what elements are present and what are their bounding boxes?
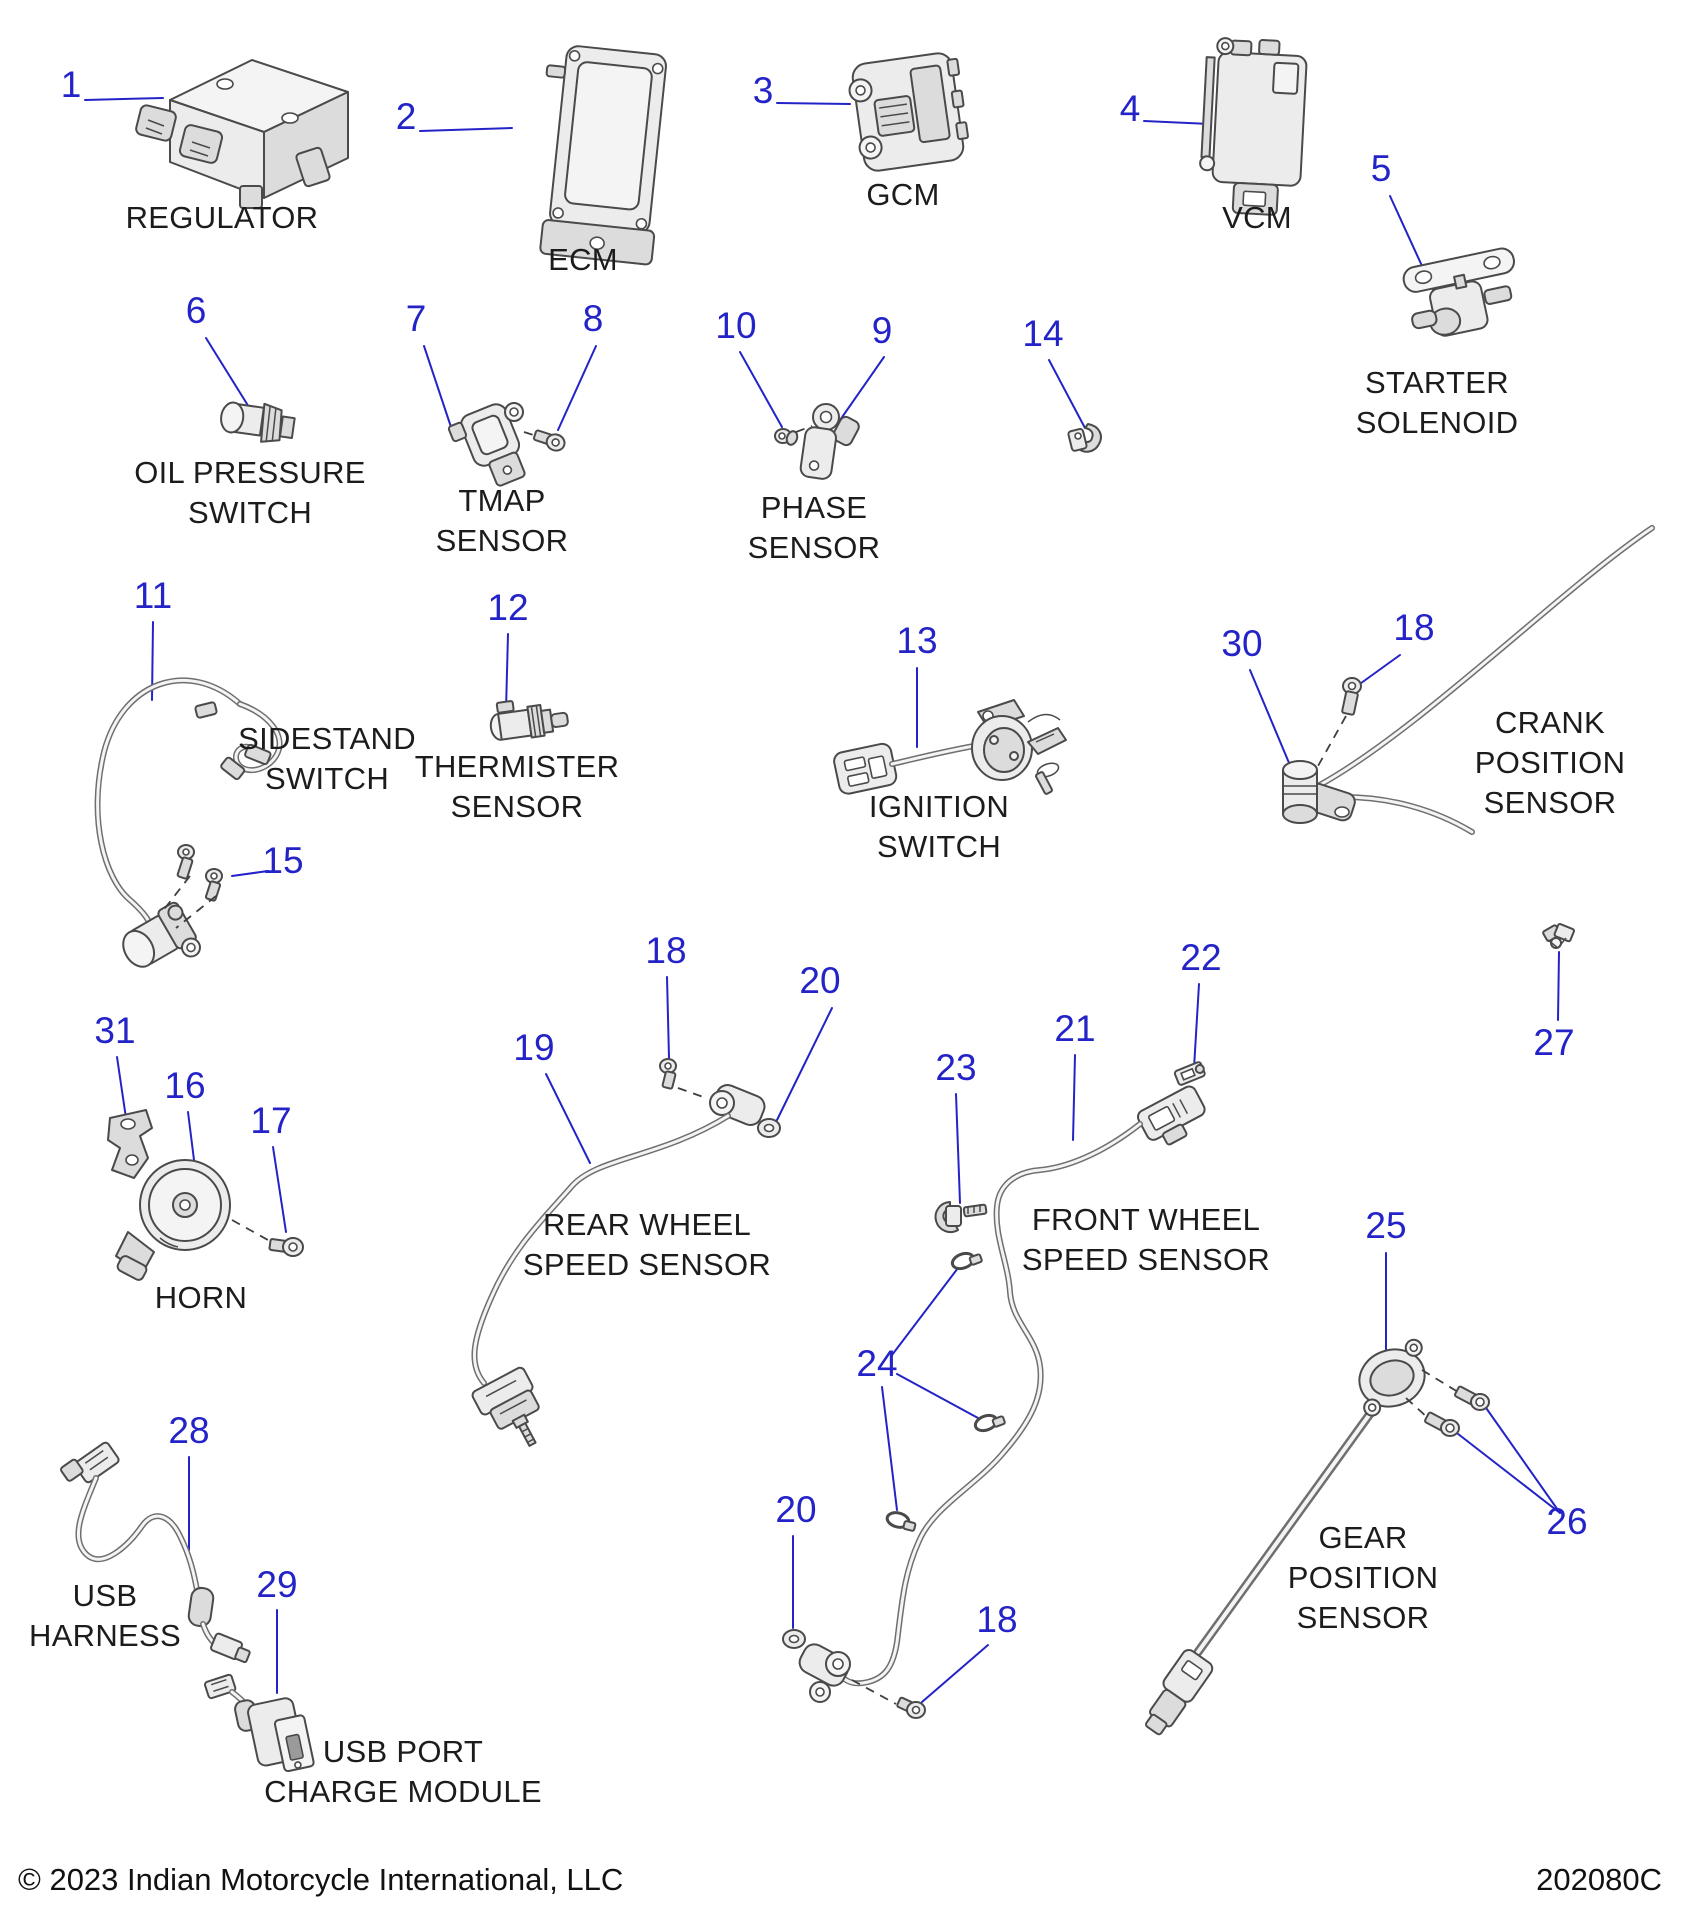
part-ignition-switch bbox=[832, 700, 1066, 795]
label-sidestand-switch: SIDESTAND SWITCH bbox=[238, 721, 416, 796]
label-horn: HORN bbox=[154, 1280, 248, 1315]
label-gear-position-sensor: GEAR POSITION SENSOR bbox=[1287, 1520, 1439, 1635]
callout-18-rear: 18 bbox=[645, 930, 687, 971]
label-rear-wheel-speed-sensor: REAR WHEEL SPEED SENSOR bbox=[522, 1207, 772, 1282]
callout-11: 11 bbox=[133, 575, 173, 616]
sidestand-screw-2 bbox=[205, 869, 222, 901]
part-ecm bbox=[528, 43, 673, 265]
diagram-code: 202080C bbox=[1536, 1862, 1662, 1897]
callout-21: 21 bbox=[1054, 1008, 1096, 1049]
callout-9: 9 bbox=[871, 310, 893, 351]
part-gcm bbox=[846, 51, 971, 173]
front-clip-24a bbox=[950, 1248, 982, 1271]
callout-17: 17 bbox=[250, 1100, 292, 1141]
label-front-wheel-speed-sensor: FRONT WHEEL SPEED SENSOR bbox=[1021, 1202, 1271, 1277]
callout-24: 24 bbox=[856, 1343, 898, 1384]
callout-5: 5 bbox=[1370, 148, 1392, 189]
callout-30: 30 bbox=[1221, 623, 1263, 664]
callout-26: 26 bbox=[1546, 1501, 1588, 1542]
part-thermister-sensor bbox=[488, 694, 570, 743]
tmap-screw bbox=[532, 428, 566, 453]
callout-22: 22 bbox=[1180, 937, 1222, 978]
callout-18-crank: 18 bbox=[1393, 607, 1435, 648]
crank-screw bbox=[1342, 678, 1361, 715]
callout-8: 8 bbox=[582, 298, 604, 339]
callout-29: 29 bbox=[256, 1564, 298, 1605]
part-clip-27 bbox=[1542, 923, 1574, 948]
callout-23: 23 bbox=[935, 1047, 977, 1088]
part-clip-14 bbox=[1068, 424, 1101, 452]
sidestand-screw-1 bbox=[177, 845, 194, 879]
callout-6: 6 bbox=[185, 290, 207, 331]
callout-20-front: 20 bbox=[775, 1489, 817, 1530]
callout-15: 15 bbox=[262, 840, 304, 881]
label-gcm: GCM bbox=[866, 177, 940, 212]
callout-4: 4 bbox=[1119, 88, 1141, 129]
label-regulator: REGULATOR bbox=[125, 200, 319, 235]
front-clip-24b bbox=[973, 1410, 1005, 1433]
label-usb-port-charge-module: USB PORT CHARGE MODULE bbox=[264, 1734, 542, 1809]
label-vcm: VCM bbox=[1222, 200, 1292, 235]
front-connector bbox=[1136, 1084, 1213, 1152]
callout-16: 16 bbox=[164, 1065, 206, 1106]
callout-7: 7 bbox=[405, 298, 427, 339]
label-oil-pressure-switch: OIL PRESSURE SWITCH bbox=[134, 455, 366, 530]
front-screw-18 bbox=[897, 1697, 925, 1718]
callout-31: 31 bbox=[94, 1010, 136, 1051]
label-starter-solenoid: STARTER SOLENOID bbox=[1355, 365, 1519, 440]
callout-1: 1 bbox=[60, 64, 82, 105]
callout-20-rear: 20 bbox=[799, 960, 841, 1001]
callout-27: 27 bbox=[1533, 1022, 1575, 1063]
part-regulator bbox=[135, 60, 348, 208]
front-clip-22 bbox=[1174, 1061, 1207, 1086]
part-oil-pressure-switch bbox=[218, 398, 296, 446]
callout-19: 19 bbox=[513, 1027, 555, 1068]
callout-2: 2 bbox=[395, 96, 417, 137]
label-phase-sensor: PHASE SENSOR bbox=[747, 490, 881, 565]
rear-screw bbox=[660, 1059, 676, 1089]
label-ecm: ECM bbox=[548, 242, 618, 277]
front-clip-23 bbox=[936, 1202, 987, 1232]
gear-screw-1 bbox=[1454, 1386, 1489, 1410]
callout-28: 28 bbox=[168, 1410, 210, 1451]
front-clip-24c bbox=[886, 1511, 918, 1532]
phase-screw bbox=[775, 429, 799, 446]
label-crank-position-sensor: CRANK POSITION SENSOR bbox=[1474, 705, 1626, 820]
label-thermister-sensor: THERMISTER SENSOR bbox=[414, 749, 620, 824]
callout-25: 25 bbox=[1365, 1205, 1407, 1246]
callout-3: 3 bbox=[752, 70, 774, 111]
gear-screw-2 bbox=[1424, 1412, 1459, 1436]
label-tmap-sensor: TMAP SENSOR bbox=[435, 483, 569, 558]
copyright-text: © 2023 Indian Motorcycle International, LLC bbox=[18, 1862, 624, 1897]
part-phase-sensor bbox=[775, 404, 861, 480]
part-vcm bbox=[1198, 37, 1308, 216]
horn-screw bbox=[269, 1238, 303, 1256]
callout-18-front: 18 bbox=[976, 1599, 1018, 1640]
label-ignition-switch: IGNITION SWITCH bbox=[868, 789, 1010, 864]
callout-12: 12 bbox=[487, 587, 529, 628]
callout-10: 10 bbox=[715, 305, 757, 346]
callout-13: 13 bbox=[896, 620, 938, 661]
label-usb-harness: USB HARNESS bbox=[29, 1578, 181, 1653]
callout-14: 14 bbox=[1022, 313, 1064, 354]
